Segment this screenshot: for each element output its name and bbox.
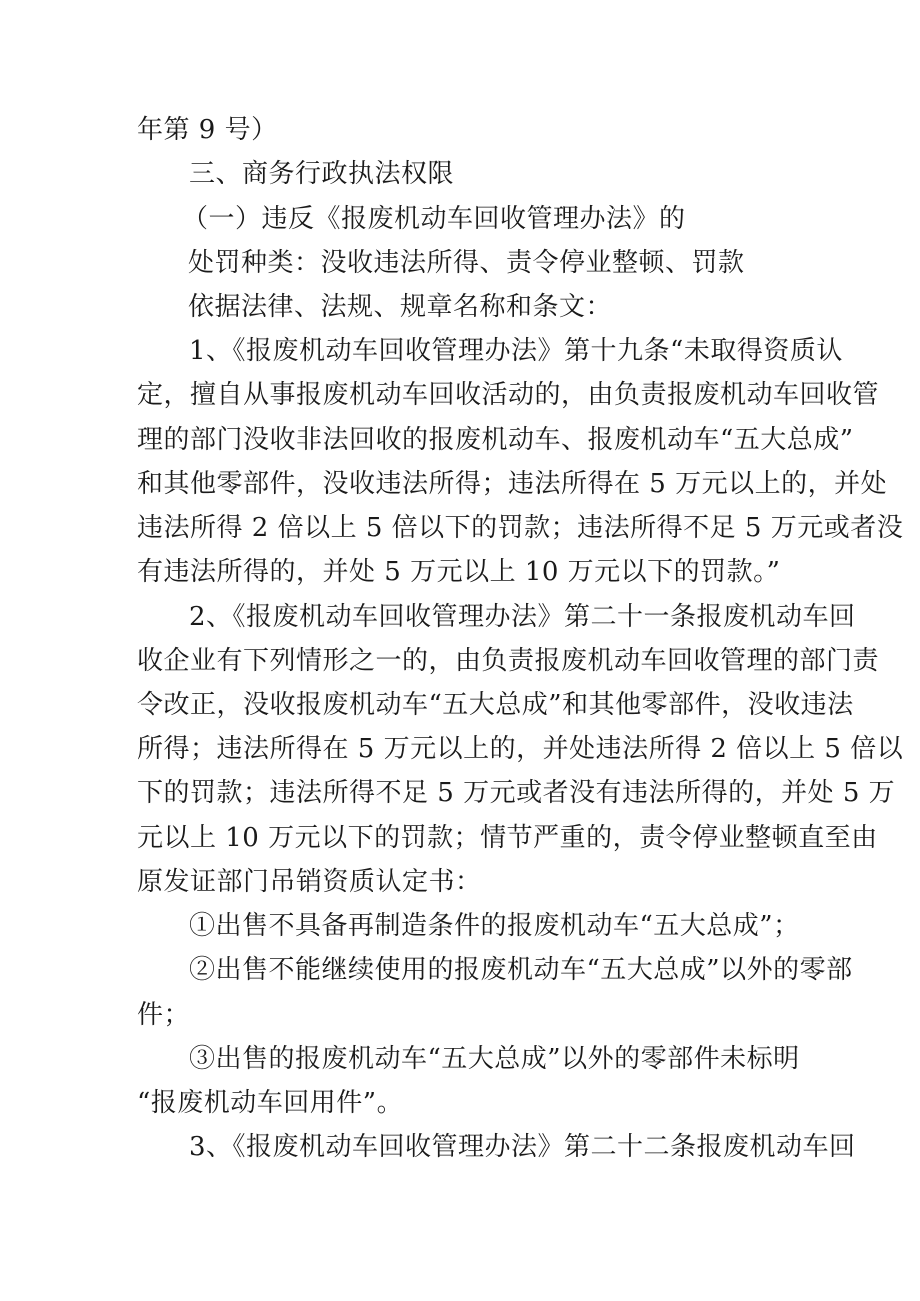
list-item: ②出售不能继续使用的报废机动车“五大总成”以外的零部 bbox=[189, 955, 853, 985]
text-line: 理的部门没收非法回收的报废机动车、报废机动车“五大总成” bbox=[137, 425, 854, 455]
text-line: 有违法所得的，并处 5 万元以上 10 万元以下的罚款。” bbox=[137, 557, 781, 587]
list-item: ③出售的报废机动车“五大总成”以外的零部件未标明 bbox=[189, 1044, 800, 1074]
section-heading: 三、商务行政执法权限 bbox=[189, 159, 455, 189]
list-item: ①出售不具备再制造条件的报废机动车“五大总成”； bbox=[189, 911, 800, 941]
text-line: 件； bbox=[137, 1000, 191, 1030]
text-line: 和其他零部件，没收违法所得；违法所得在 5 万元以上的，并处 bbox=[137, 469, 888, 499]
text-line: 年第 9 号） bbox=[137, 115, 278, 145]
text-line: 元以上 10 万元以下的罚款；情节严重的，责令停业整顿直至由 bbox=[137, 823, 878, 853]
text-line: 令改正，没收报废机动车“五大总成”和其他零部件，没收违法 bbox=[137, 690, 854, 720]
text-line: 违法所得 2 倍以上 5 倍以下的罚款；违法所得不足 5 万元或者没 bbox=[137, 513, 904, 543]
text-line: 1、《报废机动车回收管理办法》第十九条“未取得资质认 bbox=[189, 336, 843, 366]
text-line: 原发证部门吊销资质认定书： bbox=[137, 867, 482, 897]
text-line: 所得；违法所得在 5 万元以上的，并处违法所得 2 倍以上 5 倍以 bbox=[137, 734, 904, 764]
legal-basis-label: 依据法律、法规、规章名称和条文： bbox=[188, 292, 613, 322]
text-line: 定，擅自从事报废机动车回收活动的，由负责报废机动车回收管 bbox=[137, 380, 880, 410]
subsection-heading: （一）违反《报废机动车回收管理办法》的 bbox=[182, 204, 686, 234]
text-line: 3、《报废机动车回收管理办法》第二十二条报废机动车回 bbox=[189, 1132, 856, 1162]
text-line: 下的罚款；违法所得不足 5 万元或者没有违法所得的，并处 5 万 bbox=[137, 778, 896, 808]
penalty-types: 处罚种类：没收违法所得、责令停业整顿、罚款 bbox=[188, 248, 745, 278]
text-line: “报废机动车回用件”。 bbox=[137, 1088, 404, 1118]
text-line: 收企业有下列情形之一的，由负责报废机动车回收管理的部门责 bbox=[137, 646, 880, 676]
text-line: 2、《报废机动车回收管理办法》第二十一条报废机动车回 bbox=[189, 602, 856, 632]
